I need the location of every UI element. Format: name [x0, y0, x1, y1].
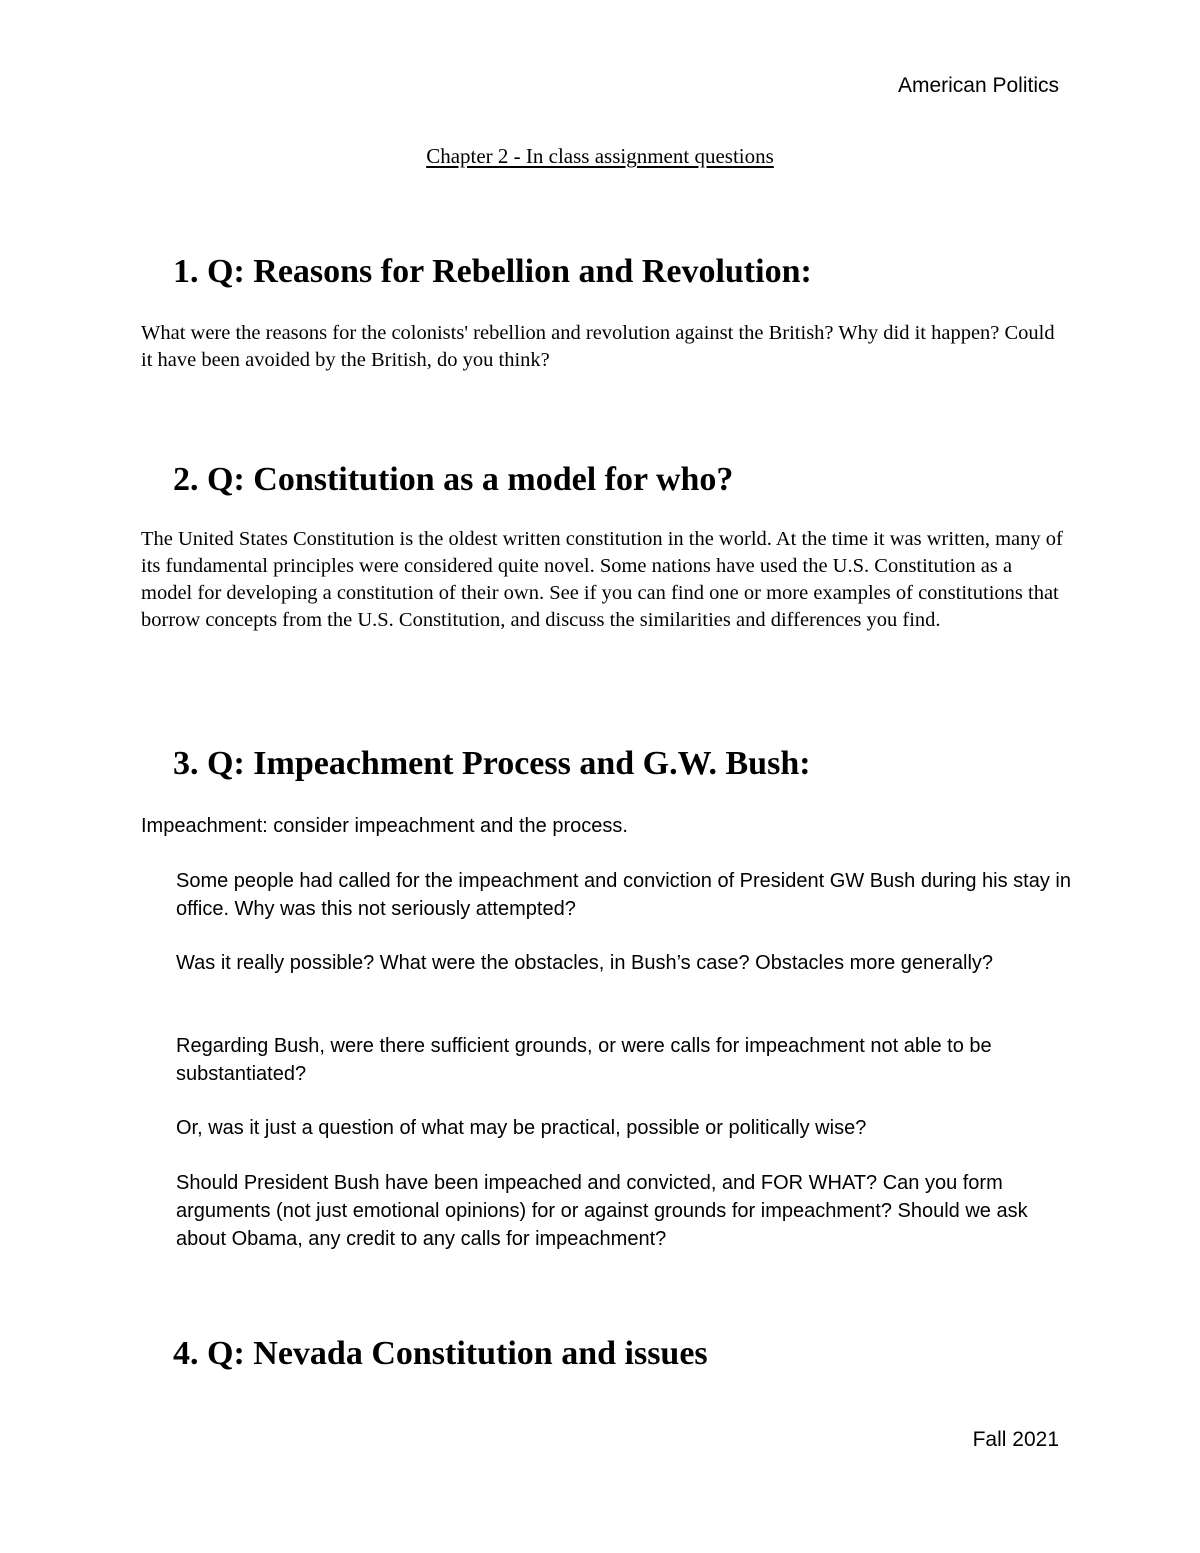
question-2-body: [141, 526, 1066, 634]
question-3-subquestion-5: Should President Bush have been impeached and convicted, and FOR WHAT? Can you form arguments (not just emotional opinions) for or against grounds for impeachment? Should we ask about Obama, any credit to any calls for impeachment?: [176, 1172, 1028, 1250]
question-2-heading: 2. Q: Constitution as a model for who?: [173, 461, 734, 498]
question-3-heading: 3. Q: Impeachment Process and G.W. Bush:: [173, 745, 811, 782]
question-4-heading: 4. Q: Nevada Constitution and issues: [173, 1335, 708, 1372]
question-3-intro: Impeachment: consider impeachment and the process.: [141, 815, 628, 837]
question-3-subquestion-4: Or, was it just a question of what may be practical, possible or politically wise?: [176, 1117, 867, 1139]
footer-term: Fall 2021: [972, 1428, 1059, 1451]
question-1-text: What were the reasons for the colonists' rebellion and revolution against the British? Why did it happen? Could it have been avoided by the British, do you think?: [141, 322, 1055, 371]
page-title: [0, 142, 1200, 170]
question-3-subquestion-1: Some people had called for the impeachment and conviction of President GW Bush during his stay in office. Why was this not seriously attempted?: [176, 870, 1071, 920]
question-2-text: The United States Constitution is the oldest written constitution in the world. At the time it was written, many of its fundamental principles were considered quite novel. Some nations have used the U.S. Constitution as a model for developing a constitution of their own. See if you can find one or more examples of constitutions that borrow concepts from the U.S. Constitution, and discuss the similarities and differences you find.: [141, 528, 1063, 631]
question-3-subquestion-3: Regarding Bush, were there sufficient grounds, or were calls for impeachment not able to be substantiated?: [176, 1035, 992, 1085]
header-course: American Politics: [897, 74, 1059, 97]
question-1-heading: 1. Q: Reasons for Rebellion and Revolution:: [173, 253, 812, 290]
page-title-text: Chapter 2 - In class assignment questions: [426, 144, 774, 168]
question-1-body: [141, 320, 1066, 374]
question-3-subquestion-2: Was it really possible? What were the obstacles, in Bush’s case? Obstacles more generally?: [176, 952, 994, 974]
